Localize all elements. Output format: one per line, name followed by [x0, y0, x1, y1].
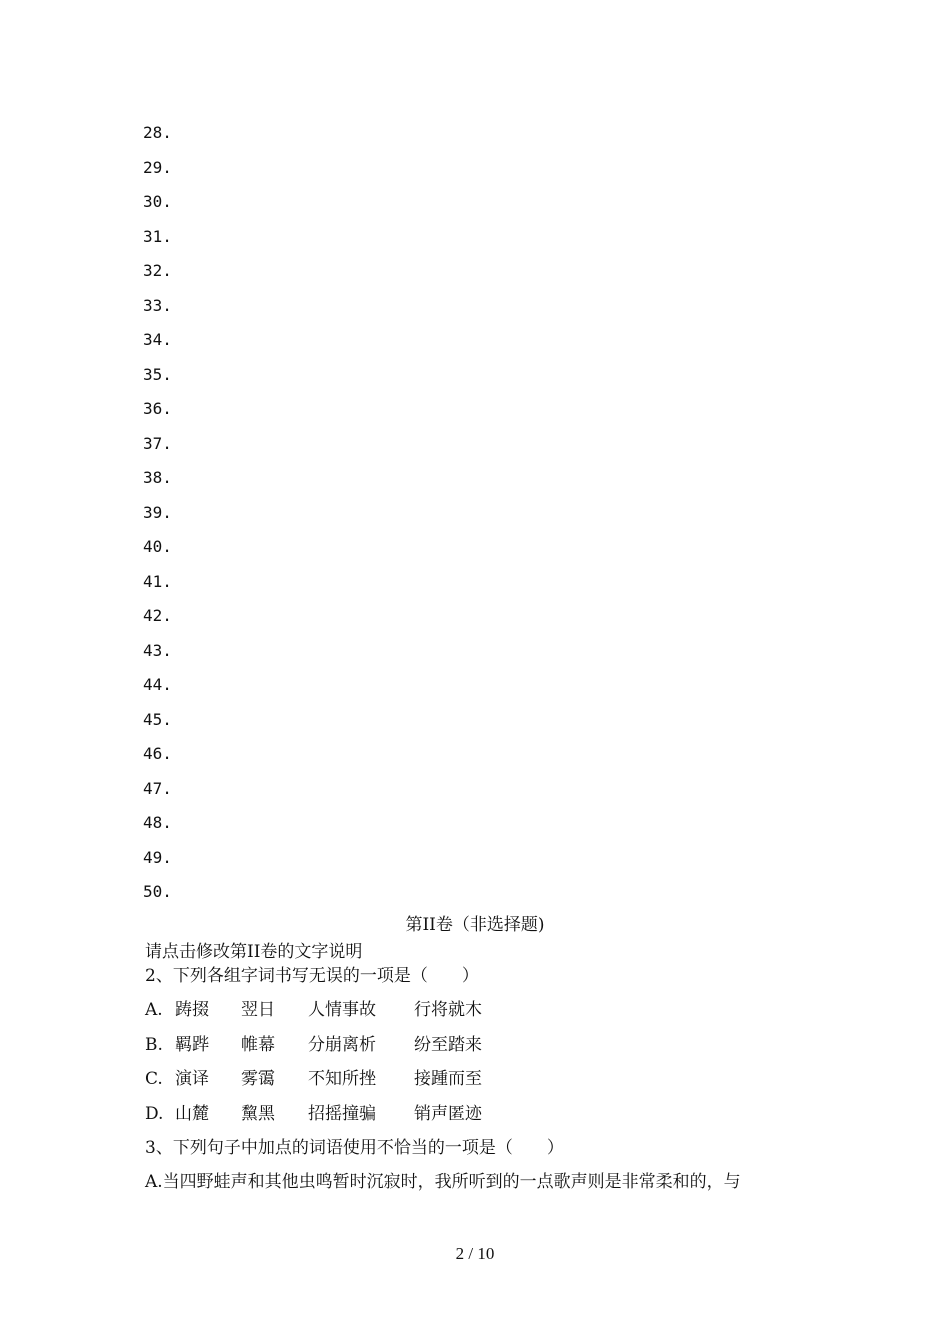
option-word-2: 帷幕 [241, 1034, 275, 1055]
numbered-line: 45. [143, 709, 172, 729]
section-title: 第II卷（非选择题) [405, 915, 545, 935]
option-word-1: 羁跸 [175, 1034, 209, 1055]
numbered-line: 44. [143, 675, 172, 694]
option-word-2: 黧黑 [241, 1103, 275, 1124]
option-word-2: 雾霭 [241, 1069, 275, 1089]
page-indicator: 2 / 10 [455, 1244, 495, 1263]
numbered-line: 35. [143, 364, 172, 384]
question-3-option-a: A.当四野蛙声和其他虫鸣暂时沉寂时，我所听到的一点歌声则是非常柔和的，与 [145, 1172, 741, 1192]
option-word-1: 山麓 [175, 1103, 209, 1124]
numbered-line: 38. [143, 468, 172, 487]
numbered-line: 42. [143, 606, 172, 625]
numbered-line: 50. [143, 882, 172, 901]
option-letter: D. [145, 1103, 164, 1124]
numbered-line: 33. [143, 295, 172, 315]
numbered-line: 46. [143, 744, 172, 763]
numbered-line: 29. [143, 157, 172, 177]
option-row [145, 1067, 534, 1102]
option-letter: C. [145, 1069, 163, 1089]
numbered-answer-lines [143, 121, 172, 915]
numbered-line: 28. [143, 123, 172, 142]
numbered-line: 31. [143, 226, 172, 246]
option-word-2: 翌日 [241, 1000, 275, 1020]
numbered-line: 41. [143, 571, 172, 591]
numbered-line: 34. [143, 330, 172, 349]
question-2-stem: 2、下列各组字词书写无误的一项是（ ） [145, 966, 479, 986]
option-word-3: 人情事故 [308, 1000, 376, 1020]
numbered-line: 40. [143, 537, 172, 556]
option-letter: B. [145, 1034, 163, 1055]
numbered-line: 39. [143, 502, 172, 522]
numbered-line: 49. [143, 847, 172, 867]
option-word-4: 纷至踏来 [414, 1034, 482, 1055]
numbered-line: 37. [143, 433, 172, 453]
numbered-line: 30. [143, 192, 172, 211]
option-row [145, 1033, 534, 1068]
option-word-1: 演译 [175, 1069, 209, 1089]
numbered-line: 36. [143, 399, 172, 418]
option-word-4: 销声匿迹 [414, 1103, 482, 1124]
option-letter: A. [145, 1000, 163, 1020]
option-word-3: 招摇撞骗 [308, 1103, 376, 1124]
numbered-line: 43. [143, 640, 172, 660]
option-word-1: 踌掇 [175, 1000, 209, 1020]
option-word-3: 不知所挫 [308, 1069, 376, 1089]
numbered-line: 47. [143, 778, 172, 798]
option-word-4: 行将就木 [414, 1000, 482, 1020]
section-note: 请点击修改第II卷的文字说明 [145, 942, 363, 962]
option-row [145, 998, 534, 1033]
numbered-line: 48. [143, 813, 172, 832]
option-word-4: 接踵而至 [414, 1069, 482, 1089]
question-2-options [145, 998, 534, 1136]
option-row [145, 1102, 534, 1137]
numbered-line: 32. [143, 261, 172, 280]
option-word-3: 分崩离析 [308, 1034, 376, 1055]
question-3-stem: 3、下列句子中加点的词语使用不恰当的一项是（ ） [145, 1138, 564, 1158]
